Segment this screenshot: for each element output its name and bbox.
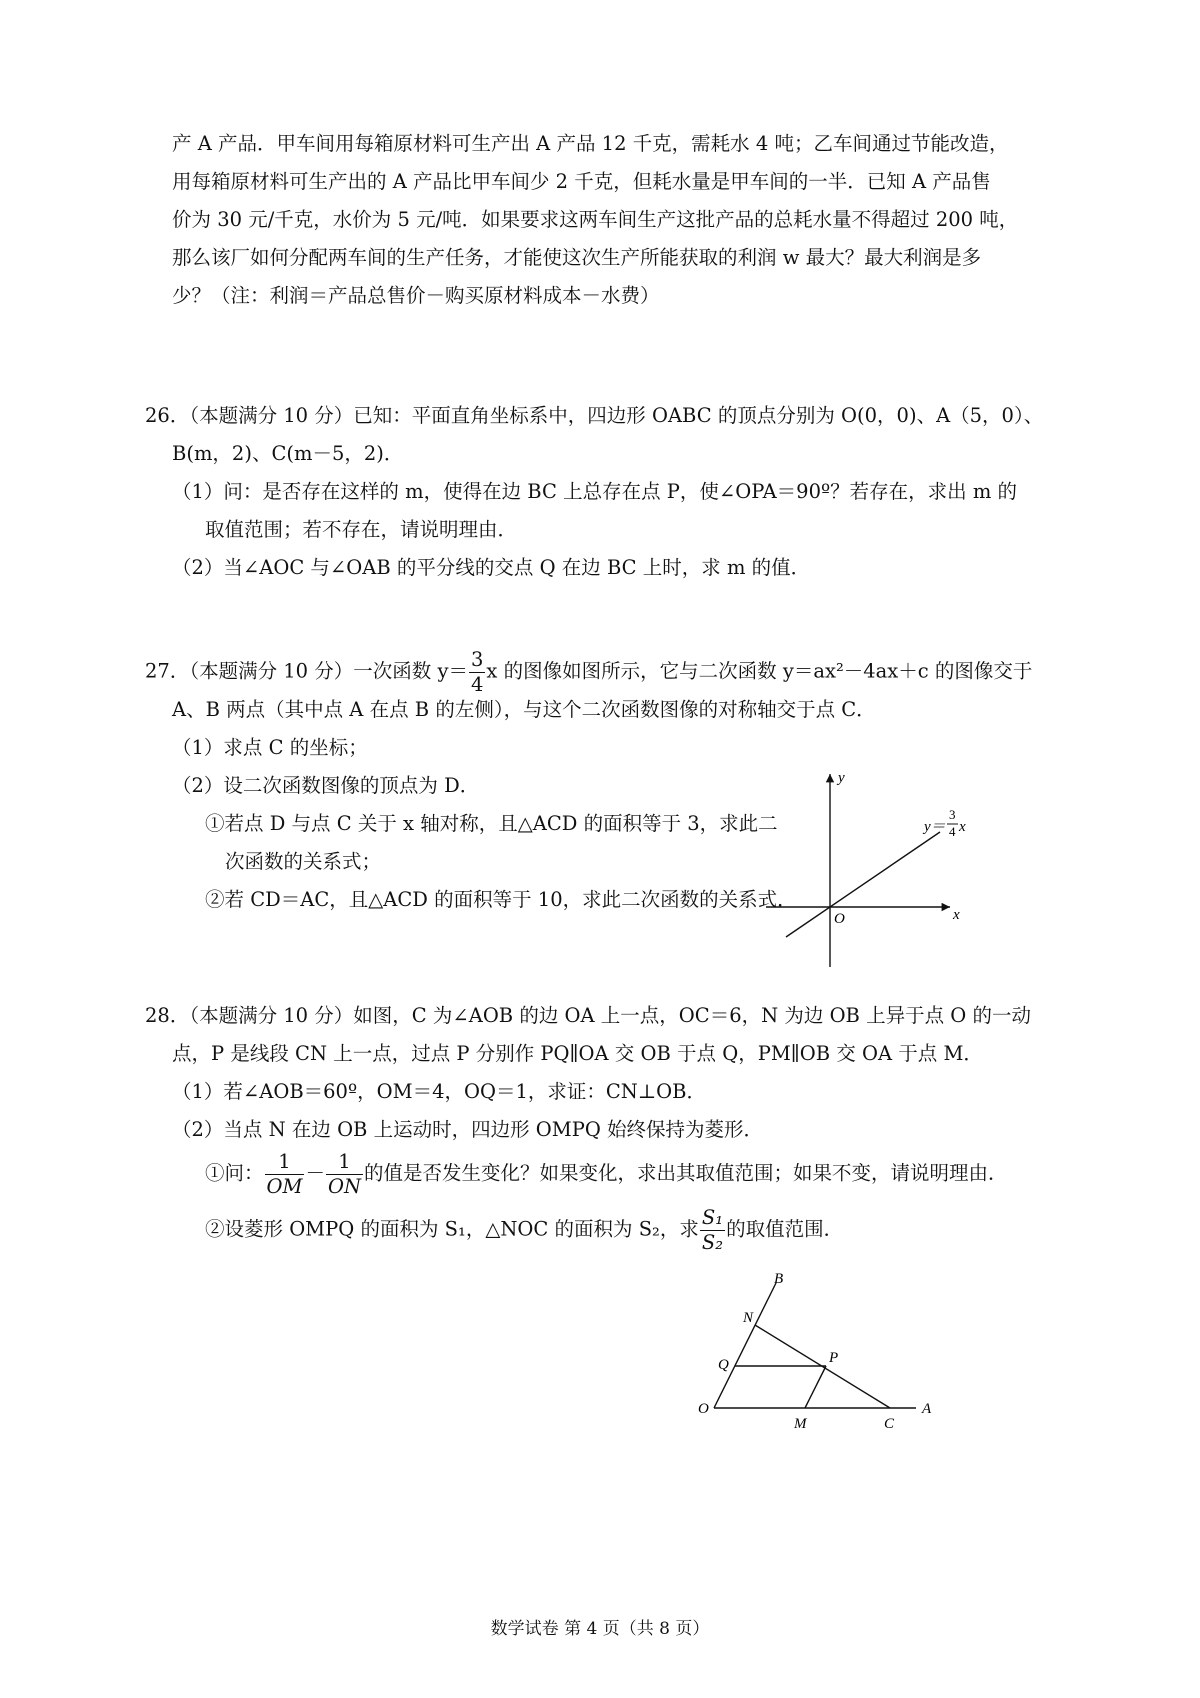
q2b-text-pre: ②设菱形 OMPQ 的面积为 S₁，△NOC 的面积为 S₂，求: [205, 1217, 699, 1241]
problem-28-statement-cont: 点，P 是线段 CN 上一点，过点 P 分别作 PQ∥OA 交 OB 于点 Q，PM∥OB 交 OA 于点 M．: [172, 1042, 983, 1065]
top-problem-line-4: 那么该厂如何分配两车间的生产任务，才能使这次生产所能获取的利润 w 最大？最大利润是多: [172, 246, 982, 269]
figure-27-coordinate-graph: [760, 760, 990, 975]
problem-27-q2: （2）设二次函数图像的顶点为 D．: [172, 774, 480, 797]
figure-28-geometry-diagram: [690, 1265, 950, 1440]
linear-function-line: [786, 832, 940, 937]
problem-26-q1-cont: 取值范围；若不存在，请说明理由．: [205, 518, 518, 541]
label-c: C: [884, 1416, 895, 1432]
fraction-denominator: OM: [266, 1174, 303, 1198]
fraction-s1-over-s2: [700, 1208, 725, 1252]
ray-ob: [714, 1283, 776, 1408]
fraction-numerator: 1: [265, 1152, 305, 1175]
line-label-num: 3: [949, 807, 956, 822]
label-origin: O: [834, 911, 845, 927]
line-label-pre: y＝: [924, 819, 946, 835]
fraction-one-over-om: [265, 1152, 305, 1196]
label-y: y: [838, 770, 845, 786]
minus-sign: －: [305, 1161, 325, 1185]
problem-27-q1: （1）求点 C 的坐标；: [172, 736, 368, 759]
top-problem-line-5: 少？（注：利润＝产品总售价－购买原材料成本－水费）: [172, 284, 660, 307]
problem-26-statement: 26．（本题满分 10 分）已知：平面直角坐标系中，四边形 OABC 的顶点分别为 O(0，0)、A（5，0）、: [145, 404, 1044, 427]
p27-text-post: x 的图像如图所示，它与二次函数 y＝ax²－4ax＋c 的图像交于: [486, 659, 1033, 683]
problem-26-q2: （2）当∠AOC 与∠OAB 的平分线的交点 Q 在边 BC 上时，求 m 的值．: [172, 556, 811, 579]
p27-text-pre: 27．（本题满分 10 分）一次函数 y＝: [145, 659, 468, 683]
top-problem-line-1: 产 A 产品．甲车间用每箱原材料可生产出 A 产品 12 千克，需耗水 4 吨；乙车间通过节能改造，: [172, 132, 1009, 155]
label-x: x: [953, 907, 960, 923]
fraction-denominator: 4: [471, 672, 484, 696]
top-problem-line-2: 用每箱原材料可生产出的 A 产品比甲车间少 2 千克，但耗水量是甲车间的一半．已知 A 产品售: [172, 170, 991, 193]
line-label-den: 4: [949, 824, 956, 839]
problem-28-q2: （2）当点 N 在边 OB 上运动时，四边形 OMPQ 始终保持为菱形．: [172, 1118, 764, 1141]
problem-26-q1: （1）问：是否存在这样的 m，使得在边 BC 上总存在点 P，使∠OPA＝90º？若存在，求出 m 的: [172, 480, 1018, 503]
top-problem-line-3: 价为 30 元/千克，水价为 5 元/吨．如果要求这两车间生产这批产品的总耗水量不得超过 200 吨，: [172, 208, 1019, 231]
label-a: A: [922, 1401, 932, 1417]
fraction-numerator: S₁: [701, 1206, 724, 1229]
label-m: M: [794, 1416, 807, 1432]
label-o: O: [698, 1401, 709, 1417]
problem-27-q2-part1: ①若点 D 与点 C 关于 x 轴对称，且△ACD 的面积等于 3，求此二: [205, 812, 778, 835]
label-n: N: [743, 1310, 754, 1326]
q2a-text-pre: ①问：: [205, 1161, 264, 1185]
problem-26-statement-cont: B(m，2)、C(m－5，2)．: [172, 442, 404, 465]
fraction-denominator: ON: [327, 1174, 362, 1198]
problem-28-q2-part1: [205, 1152, 1008, 1196]
problem-28-q2-part2: [205, 1208, 843, 1252]
q2b-text-post: 的取值范围．: [726, 1217, 844, 1241]
problem-27-q2-part1-cont: 次函数的关系式；: [225, 850, 382, 873]
fraction-three-quarters: [469, 650, 485, 694]
q2a-text-post: 的值是否发生变化？如果变化，求出其取值范围；如果不变，请说明理由．: [364, 1161, 1008, 1185]
label-p: P: [829, 1350, 839, 1366]
line-label-post: x: [959, 819, 966, 835]
fraction-numerator: 1: [326, 1152, 363, 1175]
problem-27-statement-cont: A、B 两点（其中点 A 在点 B 的左侧），与这个二次函数图像的对称轴交于点 C．: [172, 698, 876, 721]
problem-27-statement: [145, 650, 1032, 694]
page-footer: 数学试卷 第 4 页（共 8 页）: [490, 1619, 710, 1639]
problem-28-q1: （1）若∠AOB＝60º，OM＝4，OQ＝1，求证：CN⊥OB．: [172, 1080, 707, 1103]
segment-pm: [805, 1366, 826, 1408]
fraction-one-over-on: [326, 1152, 363, 1196]
fraction-numerator: 3: [471, 648, 484, 671]
fraction-denominator: S₂: [701, 1230, 724, 1254]
problem-27-q2-part2: ②若 CD＝AC，且△ACD 的面积等于 10，求此二次函数的关系式．: [205, 888, 797, 911]
label-b: B: [774, 1271, 784, 1287]
label-q: Q: [718, 1357, 729, 1373]
problem-28-statement: 28．（本题满分 10 分）如图，C 为∠AOB 的边 OA 上一点，OC＝6，N 为边 OB 上异于点 O 的一动: [145, 1004, 1031, 1027]
